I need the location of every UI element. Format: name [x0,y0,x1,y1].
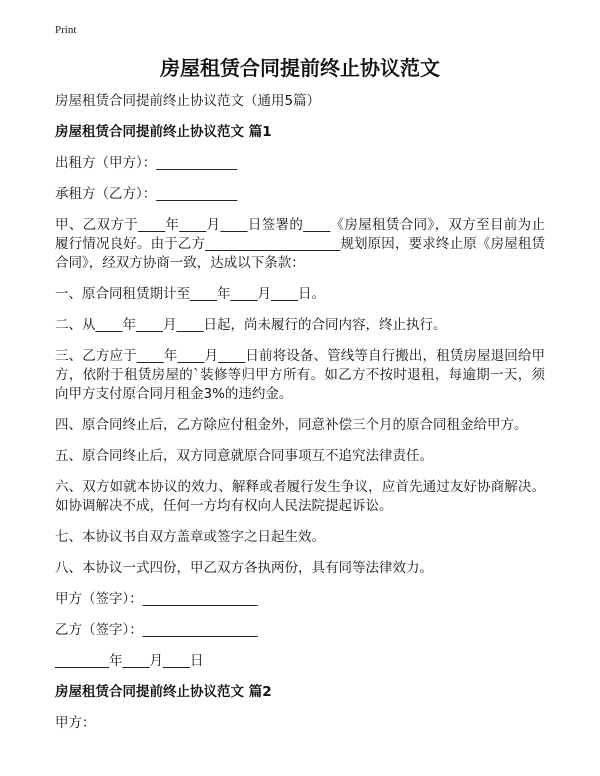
clause-line: 七、本协议书自双方盖章或签字之日起生效。 [55,528,325,545]
signature-party-b [55,621,545,640]
clause-8 [55,559,545,578]
lessor-text: 出租方（甲方）：____________ [55,154,238,171]
lessee-text: 承租方（乙方）：____________ [55,185,238,202]
signature-party-a [55,590,545,609]
section-heading-2 [55,683,545,702]
document-title: 房屋租赁合同提前终止协议范文 [160,56,440,80]
clause-line: 一、原合同租赁期计至____年____月____日。 [55,285,325,302]
signature-date [55,652,545,671]
clause-line: 如协调解决不成，任何一方均有权向人民法院提起诉讼。 [55,497,393,514]
clause-line: 六、双方如就本协议的效力、解释或者履行发生争议，应首先通过友好协商解决。 [55,478,545,495]
clause-line: 二、从____年____月____日起，尚未履行的合同内容，终止执行。 [55,316,447,333]
clause-7 [55,528,545,547]
clause-line: 三、乙方应于____年____月____日前将设备、管线等自行搬出，租赁房屋退回给甲 [55,347,545,364]
lessee-line [55,185,545,204]
clause-5 [55,447,545,466]
clause-6 [55,478,545,516]
clause-line: 八、本协议一式四份，甲乙双方各执两份，具有同等法律效力。 [55,559,433,576]
intro-line: 履行情况良好。由于乙方____________________规划原因，要求终止原《房屋租赁 [55,235,545,252]
document-subtitle [55,92,545,111]
section-heading-1 [55,123,545,142]
subtitle-text: 房屋租赁合同提前终止协议范文（通用5篇） [55,92,321,109]
section-heading-text: 房屋租赁合同提前终止协议范文 篇1 [55,123,272,140]
clause-line: 向甲方支付原合同月租金3%的违约金。 [55,385,293,402]
intro-line: 甲、乙双方于____年____月____日签署的____《房屋租赁合同》，双方至目前为止 [55,216,545,233]
clause-1 [55,285,545,304]
clause-line: 四、原合同终止后，乙方除应付租金外，同意补偿三个月的原合同租金给甲方。 [55,416,528,433]
clause-3 [55,347,545,404]
clause-2 [55,316,545,335]
signature-party-b-text: 乙方（签字）：_________________ [55,621,258,638]
section-heading-text: 房屋租赁合同提前终止协议范文 篇2 [55,683,272,700]
signature-party-a-text: 甲方（签字）：_________________ [55,590,258,607]
clause-line: 五、原合同终止后，双方同意就原合同事项互不追究法律责任。 [55,447,433,464]
document-body [55,92,545,745]
clause-4 [55,416,545,435]
intro-paragraph [55,216,545,273]
lessor-line [55,154,545,173]
print-link[interactable]: Print [55,24,77,36]
signature-date-text: ________年____月____日 [55,652,204,669]
clause-line: 方，依附于租赁房屋的`装修等归甲方所有。如乙方不按时退租，每逾期一天，须 [55,366,545,383]
party-a-text: 甲方： [55,714,96,731]
section-2-party-a [55,714,545,733]
intro-line: 合同》，经双方协商一致，达成以下条款： [55,254,305,271]
